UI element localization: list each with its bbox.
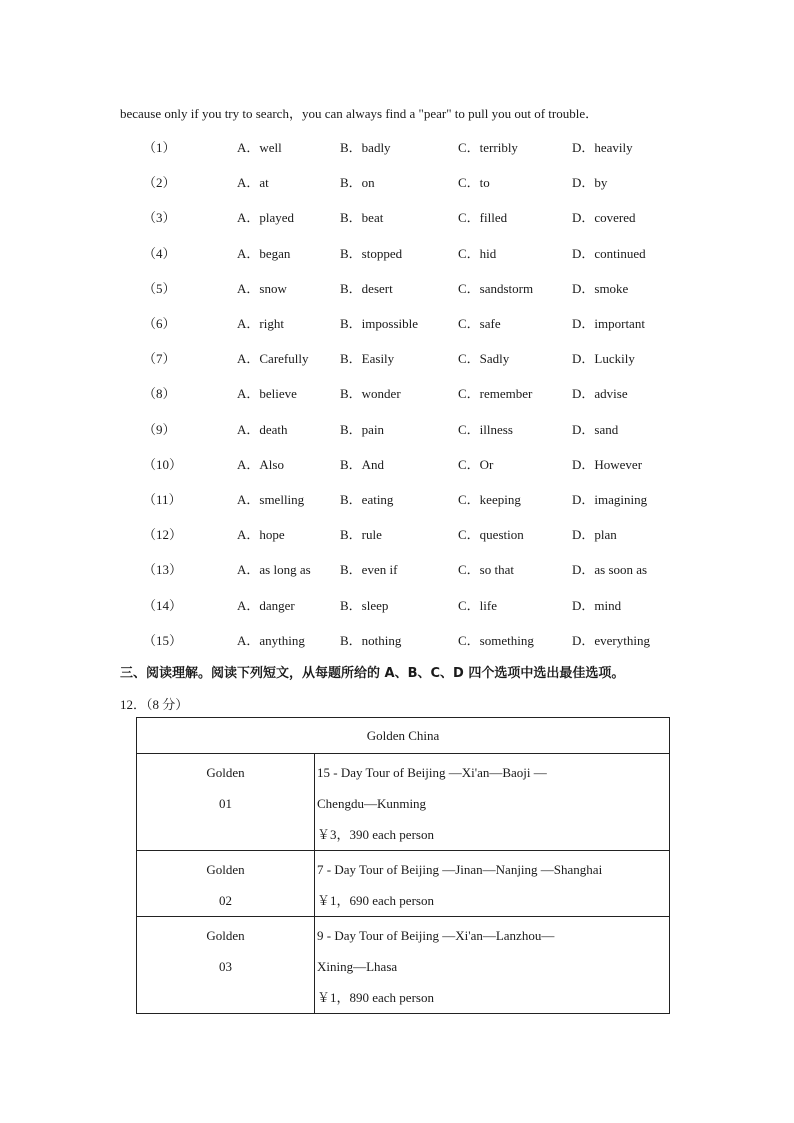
option-a: A．Also [237, 457, 284, 472]
section-heading: 三、阅读理解。阅读下列短文，从每题所给的 A、B、C、D 四个选项中选出最佳选项。 [120, 666, 625, 681]
question-row [0, 454, 794, 474]
question-number: （8） [143, 386, 176, 401]
option-a: A．danger [237, 598, 295, 613]
table-title: Golden China [137, 718, 670, 754]
option-b: B．badly [340, 140, 391, 155]
option-a: A．hope [237, 527, 285, 542]
option-a: A．snow [237, 281, 287, 296]
option-d: D．Luckily [572, 351, 635, 366]
question-row [0, 137, 794, 157]
option-b: B．beat [340, 210, 384, 225]
option-b: B．eating [340, 492, 394, 507]
option-a: A．Carefully [237, 351, 309, 366]
option-a: A．anything [237, 633, 305, 648]
option-d: D．heavily [572, 140, 633, 155]
passage-closing-line: because only if you try to search，you can always find a "pear" to pull you out of trouble． [120, 106, 599, 121]
question-number: （7） [143, 351, 176, 366]
question-row [0, 559, 794, 579]
option-c: C．hid [458, 246, 497, 261]
question-number: （14） [143, 598, 183, 613]
table-row [137, 917, 670, 1014]
option-d: D．plan [572, 527, 617, 542]
tour-code-label: Golden [206, 862, 245, 877]
option-d: D．sand [572, 422, 619, 437]
tour-code-number: 01 [219, 796, 232, 811]
option-c: C．something [458, 633, 534, 648]
tour-code-number: 02 [219, 893, 232, 908]
question-row [0, 595, 794, 615]
option-d: D．important [572, 316, 645, 331]
option-b: B．impossible [340, 316, 419, 331]
tour-route: 9 - Day Tour of Beijing —Xi'an—Lanzhou— [317, 928, 555, 943]
question-number: （12） [143, 527, 183, 542]
question-header: 12．（8 分） [120, 697, 189, 712]
option-c: C．illness [458, 422, 513, 437]
question-number: （11） [143, 492, 182, 507]
tour-code-label: Golden [206, 765, 245, 780]
option-c: C．remember [458, 386, 533, 401]
option-d: D．by [572, 175, 608, 190]
option-a: A．began [237, 246, 291, 261]
tour-code-cell [137, 917, 315, 1014]
table-header-row [137, 718, 670, 754]
tour-code-cell [137, 851, 315, 917]
option-b: B．desert [340, 281, 393, 296]
question-number: （9） [143, 422, 176, 437]
option-d: D．advise [572, 386, 628, 401]
question-row [0, 524, 794, 544]
option-b: B．Easily [340, 351, 395, 366]
tour-route: 7 - Day Tour of Beijing —Jinan—Nanjing —Shanghai [317, 862, 603, 877]
option-c: C．keeping [458, 492, 521, 507]
option-c: C．life [458, 598, 497, 613]
question-row [0, 383, 794, 403]
tour-details-cell [315, 917, 670, 1014]
tour-route-cont: Xining—Lhasa [317, 959, 398, 974]
option-c: C．so that [458, 562, 514, 577]
option-b: B．nothing [340, 633, 402, 648]
option-a: A．at [237, 175, 269, 190]
question-number: （13） [143, 562, 183, 577]
tour-code-label: Golden [206, 928, 245, 943]
question-row [0, 313, 794, 333]
question-number: （5） [143, 281, 176, 296]
option-c: C．to [458, 175, 490, 190]
table-row [137, 754, 670, 851]
question-number: （10） [143, 457, 183, 472]
option-a: A．as long as [237, 562, 311, 577]
option-c: C．safe [458, 316, 501, 331]
tour-code-number: 03 [219, 959, 232, 974]
question-row [0, 172, 794, 192]
table-row [137, 851, 670, 917]
option-c: C．filled [458, 210, 508, 225]
option-a: A．believe [237, 386, 297, 401]
question-number: （15） [143, 633, 183, 648]
tour-code-cell [137, 754, 315, 851]
option-d: D．covered [572, 210, 636, 225]
question-row [0, 419, 794, 439]
option-c: C．Or [458, 457, 494, 472]
option-a: A．death [237, 422, 288, 437]
question-number: （1） [143, 140, 176, 155]
question-number: （4） [143, 246, 176, 261]
question-row [0, 243, 794, 263]
tour-price: ￥1，890 each person [317, 990, 434, 1005]
tour-route-cont: Chengdu—Kunming [317, 796, 427, 811]
option-c: C．terribly [458, 140, 518, 155]
option-b: B．on [340, 175, 375, 190]
tour-details-cell [315, 851, 670, 917]
question-row [0, 278, 794, 298]
question-row [0, 630, 794, 650]
option-d: D．as soon as [572, 562, 648, 577]
option-c: C．question [458, 527, 524, 542]
question-row [0, 489, 794, 509]
tour-table [136, 717, 670, 1014]
option-c: C．sandstorm [458, 281, 534, 296]
option-b: B．even if [340, 562, 398, 577]
tour-details-cell [315, 754, 670, 851]
option-b: B．rule [340, 527, 382, 542]
option-d: D．imagining [572, 492, 648, 507]
option-b: B．stopped [340, 246, 403, 261]
option-b: B．wonder [340, 386, 401, 401]
option-a: A．played [237, 210, 295, 225]
option-d: D．mind [572, 598, 622, 613]
tour-price: ￥3，390 each person [317, 827, 434, 842]
question-number: （2） [143, 175, 176, 190]
option-a: A．right [237, 316, 284, 331]
option-b: B．And [340, 457, 385, 472]
option-c: C．Sadly [458, 351, 510, 366]
option-a: A．smelling [237, 492, 305, 507]
option-b: B．sleep [340, 598, 389, 613]
option-d: D．smoke [572, 281, 629, 296]
option-a: A．well [237, 140, 282, 155]
question-row [0, 348, 794, 368]
question-row [0, 207, 794, 227]
option-d: D．continued [572, 246, 646, 261]
tour-route: 15 - Day Tour of Beijing —Xi'an—Baoji — [317, 765, 547, 780]
option-d: D．However [572, 457, 643, 472]
option-d: D．everything [572, 633, 650, 648]
option-b: B．pain [340, 422, 385, 437]
tour-price: ￥1，690 each person [317, 893, 434, 908]
question-number: （6） [143, 316, 176, 331]
question-number: （3） [143, 210, 176, 225]
